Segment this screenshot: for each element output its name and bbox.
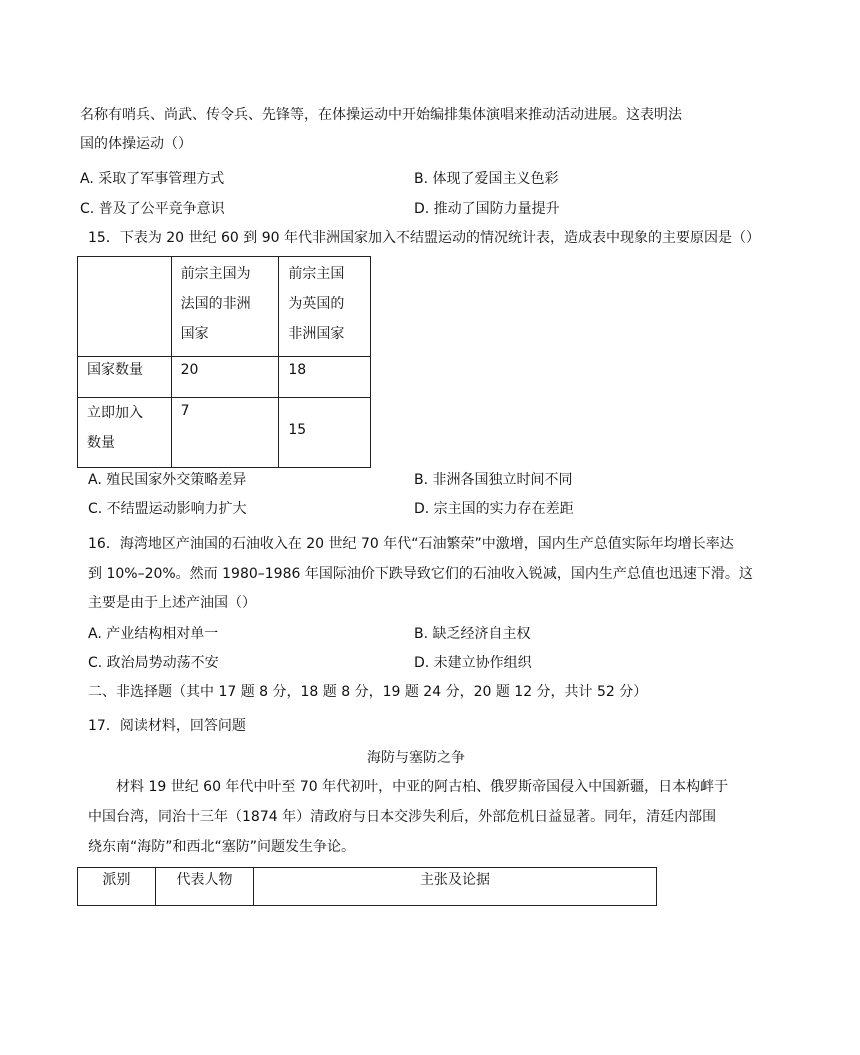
q14-option-b: B. 体现了爱国主义色彩	[414, 171, 559, 187]
q15-row1-britain: 18	[279, 357, 371, 398]
q17-header-faction: 派别	[78, 868, 156, 906]
q15-option-c: C. 不结盟运动影响力扩大	[88, 501, 247, 517]
q15-row2-label	[78, 398, 172, 468]
q15-row2-britain: 15	[279, 398, 371, 468]
q15-header-britain-line: 为英国的	[288, 296, 345, 312]
q15-stem: 15．下表为 20 世纪 60 到 90 年代非洲国家加入不结盟运动的情况统计表，造成表中现象的主要原因是（）	[88, 230, 760, 246]
intro-line-1: 名称有哨兵、尚武、传令兵、先锋等，在体操运动中开始编排集体演唱来推动活动进展。这表明法	[80, 107, 682, 123]
q15-header-france-line: 国家	[180, 326, 209, 342]
q17-material-line-2: 中国台湾，同治十三年（1874 年）清政府与日本交涉失利后，外部危机日益显著。同年，清廷内部围	[88, 809, 717, 825]
intro-line-2: 国的体操运动（）	[80, 136, 192, 152]
q15-table-header-france	[171, 257, 279, 357]
q15-table	[77, 256, 371, 468]
q15-header-france-line: 法国的非洲	[180, 296, 251, 312]
q15-option-a: A. 殖民国家外交策略差异	[88, 472, 247, 488]
q15-row1-label: 国家数量	[78, 357, 172, 398]
q16-option-c: C. 政治局势动荡不安	[88, 655, 219, 671]
q14-option-a: A. 采取了军事管理方式	[80, 171, 225, 187]
q17-material-line-3: 绕东南“海防”和西北“塞防”问题发生争论。	[88, 839, 356, 855]
q16-option-b: B. 缺乏经济自主权	[414, 626, 531, 642]
q15-row2-label-line: 数量	[87, 435, 115, 451]
q16-option-d: D. 未建立协作组织	[414, 655, 532, 671]
q15-row1-france: 20	[171, 357, 279, 398]
q15-header-france-line: 前宗主国为	[180, 266, 251, 282]
q17-header-representative: 代表人物	[156, 868, 254, 906]
q17-material-line-1: 材料 19 世纪 60 年代中叶至 70 年代初叶，中亚的阿古柏、俄罗斯帝国侵入中国新疆，日本构衅于	[116, 779, 729, 795]
q15-option-b: B. 非洲各国独立时间不同	[414, 472, 573, 488]
q16-option-a: A. 产业结构相对单一	[88, 626, 219, 642]
q14-option-d: D. 推动了国防力量提升	[414, 201, 560, 217]
q15-table-header-britain	[279, 257, 371, 357]
q17-stem: 17．阅读材料，回答问题	[88, 718, 246, 734]
section-heading: 二、非选择题（其中 17 题 8 分，18 题 8 分，19 题 24 分，20 题 12 分，共计 52 分）	[88, 684, 648, 700]
q17-header-argument: 主张及论据	[254, 868, 657, 906]
q14-option-c: C. 普及了公平竞争意识	[80, 201, 225, 217]
q16-line-3: 主要是由于上述产油国（）	[88, 595, 256, 611]
q15-header-britain-line: 非洲国家	[288, 326, 345, 342]
q15-row2-france: 7	[171, 398, 279, 468]
q15-option-d: D. 宗主国的实力存在差距	[414, 501, 574, 517]
q15-row2-label-line: 立即加入	[87, 405, 143, 421]
q17-table	[77, 867, 657, 906]
q16-line-2: 到 10%–20%。然而 1980–1986 年国际油价下跌导致它们的石油收入锐减，国内生产总值也迅速下滑。这	[88, 566, 753, 582]
q17-title: 海防与塞防之争	[367, 750, 465, 766]
q15-table-corner	[78, 257, 172, 357]
q16-line-1: 16．海湾地区产油国的石油收入在 20 世纪 70 年代“石油繁荣”中激增，国内生产总值实际年均增长率达	[88, 536, 734, 552]
q15-header-britain-line: 前宗主国	[288, 266, 345, 282]
